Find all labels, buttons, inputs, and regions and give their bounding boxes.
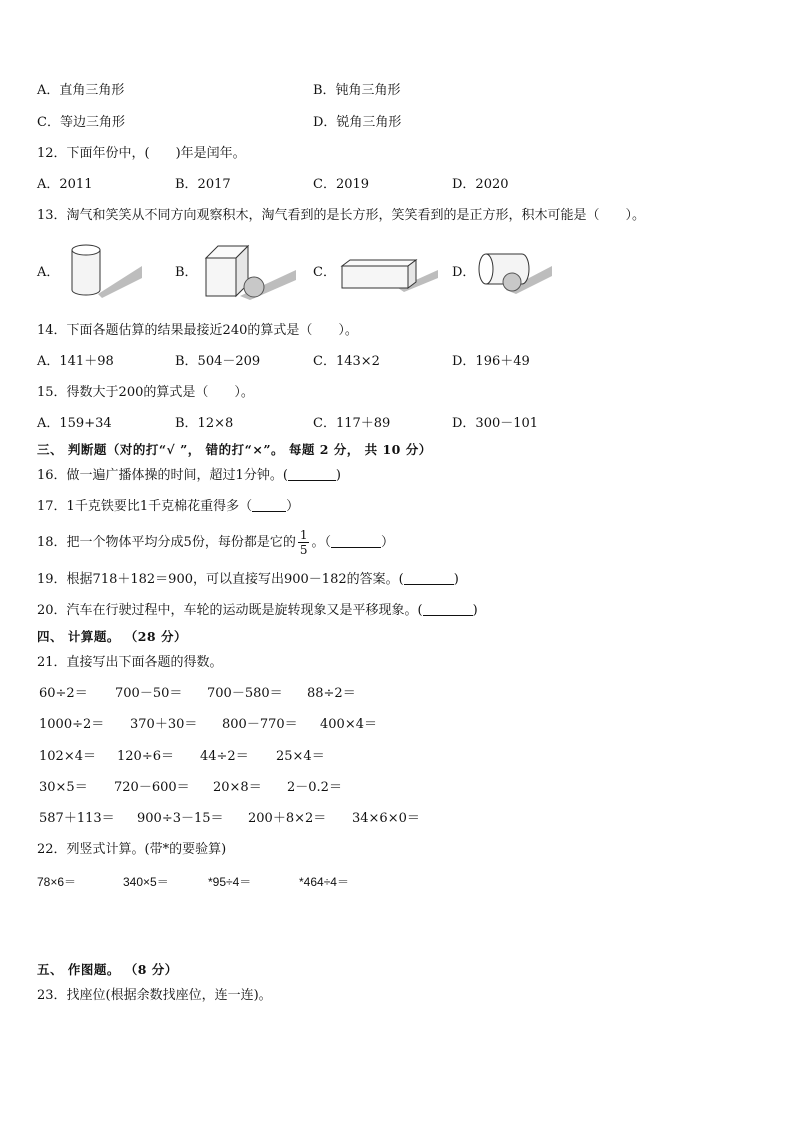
q13-label-d: D． [452,265,476,280]
q14-stem: 14．下面各题估算的结果最接近240的算式是（ ）。 [37,323,358,338]
q21-r3-c4: 25×4＝ [276,749,325,764]
q12-option-a: A．2011 [37,177,93,192]
q18-text: 18．把一个物体平均分成5份，每份都是它的 [37,535,296,550]
q16-statement [37,467,341,485]
q23-stem: 23．找座位(根据余数找座位，连一连)。 [37,988,272,1003]
q15-option-c: C．117＋89 [313,416,391,431]
q12-stem: 12．下面年份中，( )年是闰年。 [37,146,246,161]
q19-statement [37,571,459,589]
q18-fraction-denominator: 5 [299,543,308,557]
q17-answer-blank[interactable] [252,499,286,512]
q21-r2-c4: 400×4＝ [320,717,377,732]
q19-close: ) [453,572,459,587]
q21-r2-c2: 370＋30＝ [130,717,198,732]
q21-r5-c3: 200＋8×2＝ [248,811,327,826]
q22-item-3: *95÷4＝ [208,875,252,889]
q21-r2-c1: 1000÷2＝ [39,717,105,732]
q22-item-2: 340×5＝ [123,875,169,889]
q13-label-c: C． [313,265,336,280]
q18-close: ） [380,535,394,550]
q18-after: 。（ [311,535,331,550]
section-5-heading: 五、 作图题。 （8 分） [37,962,178,977]
q14-option-c: C．143×2 [313,354,380,369]
q14-option-b: B．504－209 [175,354,261,369]
q20-answer-blank[interactable] [423,603,473,616]
q21-r1-c4: 88÷2＝ [307,686,356,701]
q14-option-a: A．141＋98 [37,354,114,369]
q16-close: ) [335,468,341,483]
q21-r1-c1: 60÷2＝ [39,686,88,701]
q13-label-b: B． [175,265,198,280]
q11-option-c: C．等边三角形 [37,115,125,130]
q21-r4-c2: 720－600＝ [114,780,190,795]
q15-option-d: D．300－101 [452,416,539,431]
q21-r4-c3: 20×8＝ [213,780,262,795]
q11-option-b: B．钝角三角形 [313,83,401,98]
section-3-heading: 三、 判断题（对的打“√ ”， 错的打“×”。 每题 2 分， 共 10 分） [37,442,432,457]
q21-r3-c3: 44÷2＝ [200,749,249,764]
cube-with-ball-icon [200,240,296,302]
q17-close: ） [286,499,300,514]
q21-r4-c4: 2－0.2＝ [287,780,342,795]
q22-stem: 22．列竖式计算。(带*的要验算) [37,842,227,857]
q21-r5-c1: 587＋113＝ [39,811,115,826]
q20-text: 20．汽车在行驶过程中，车轮的运动既是旋转现象又是平移现象。( [37,603,423,618]
q18-fraction-numerator: 1 [299,528,308,542]
q22-item-4: *464÷4＝ [299,875,349,889]
q21-r3-c2: 120÷6＝ [117,749,174,764]
q21-r4-c1: 30×5＝ [39,780,88,795]
cuboid-icon [338,256,438,296]
q16-answer-blank[interactable] [288,468,336,481]
q21-r5-c2: 900÷3－15＝ [137,811,224,826]
q11-option-a: A．直角三角形 [37,83,125,98]
q12-option-c: C．2019 [313,177,370,192]
q21-r1-c2: 700－50＝ [115,686,183,701]
q19-answer-blank[interactable] [404,572,454,585]
q22-item-1: 78×6＝ [37,875,77,889]
cylinder-icon [62,244,142,300]
q15-stem: 15．得数大于200的算式是（ ）。 [37,385,254,400]
q21-r2-c3: 800－770＝ [222,717,298,732]
q20-statement [37,602,478,620]
q17-statement [37,498,299,516]
q12-option-b: B．2017 [175,177,231,192]
q18-fraction [298,528,310,557]
q21-stem: 21．直接写出下面各题的得数。 [37,655,223,670]
q21-r5-c4: 34×6×0＝ [352,811,420,826]
cylinder-with-ball-icon [476,250,552,296]
q18-answer-blank[interactable] [331,535,381,548]
q21-r1-c3: 700－580＝ [207,686,283,701]
q17-text: 17．1千克铁要比1千克棉花重得多（ [37,499,253,514]
q15-option-b: B．12×8 [175,416,234,431]
q13-label-a: A． [37,265,60,280]
q11-option-d: D．锐角三角形 [313,115,402,130]
q20-close: ) [472,603,478,618]
q19-text: 19．根据718＋182＝900，可以直接写出900－182的答案。( [37,572,404,587]
q18-statement [37,526,394,560]
q14-option-d: D．196＋49 [452,354,530,369]
q13-stem: 13．淘气和笑笑从不同方向观察积木，淘气看到的是长方形，笑笑看到的是正方形，积木可能是（ ）。 [37,208,646,223]
q21-r3-c1: 102×4＝ [39,749,96,764]
section-4-heading: 四、 计算题。 （28 分） [37,629,187,644]
q12-option-d: D．2020 [452,177,509,192]
q15-option-a: A．159+34 [37,416,112,431]
q16-text: 16．做一遍广播体操的时间，超过1分钟。( [37,468,288,483]
